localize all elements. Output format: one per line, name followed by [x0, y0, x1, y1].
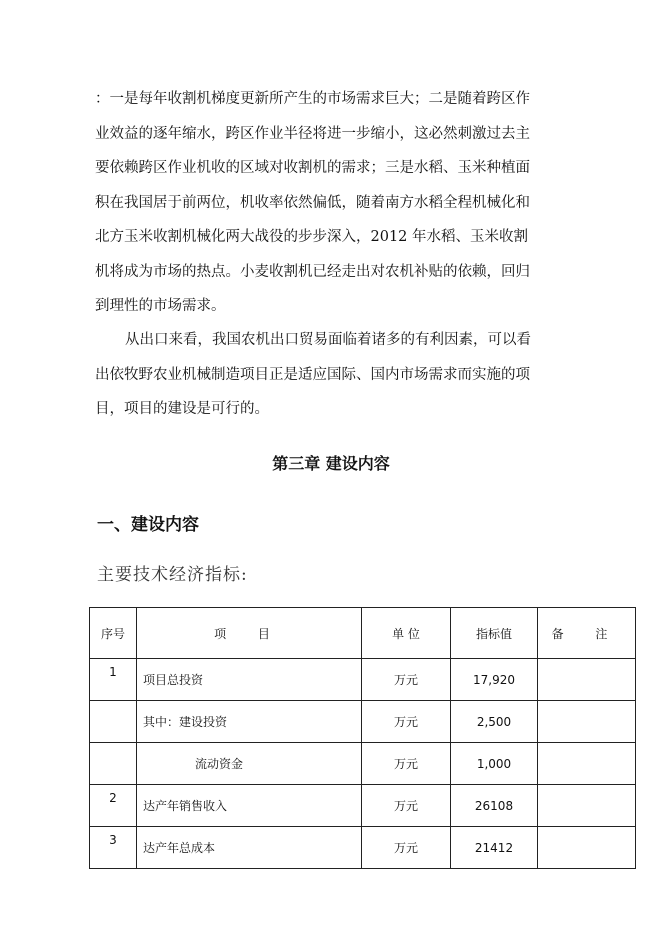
cell-seq [90, 743, 137, 785]
header-unit: 单 位 [362, 608, 451, 659]
cell-item: 流动资金 [137, 743, 362, 785]
table-row [90, 827, 636, 869]
cell-value: 26108 [451, 785, 538, 827]
table-row [90, 785, 636, 827]
header-note: 备 注 [538, 608, 636, 659]
cell-note [538, 827, 636, 869]
cell-note [538, 785, 636, 827]
chapter-title: 第三章 建设内容 [272, 454, 390, 473]
text-line: 出依牧野农业机械制造项目正是适应国际、国内市场需求而实施的项 [95, 366, 530, 383]
cell-unit: 万元 [362, 659, 451, 701]
text-line: 目，项目的建设是可行的。 [95, 401, 269, 417]
cell-value: 2,500 [451, 701, 538, 743]
cell-unit: 万元 [362, 701, 451, 743]
text-line: 要依赖跨区作业机收的区域对收割机的需求；三是水稻、玉米种植面 [95, 160, 530, 176]
header-seq: 序号 [90, 608, 137, 659]
cell-seq: 3 [90, 827, 137, 869]
text-line: 北方玉米收割机械化两大战役的步步深入，2012 年水稻、玉米收割 [95, 229, 529, 245]
text-line: ：一是每年收割机梯度更新所产生的市场需求巨大；二是随着跨区作 [95, 91, 530, 107]
cell-seq [90, 701, 137, 743]
table-row [90, 743, 636, 785]
cell-note [538, 659, 636, 701]
text-line: 到理性的市场需求。 [95, 298, 226, 314]
cell-unit: 万元 [362, 785, 451, 827]
table-header-row [90, 608, 636, 659]
text-line: 业效益的逐年缩水，跨区作业半径将进一步缩小，这必然刺激过去主 [95, 125, 530, 142]
cell-note [538, 701, 636, 743]
indicators-table [89, 607, 636, 869]
cell-item: 其中：建设投资 [137, 701, 362, 743]
cell-item: 达产年销售收入 [137, 785, 362, 827]
header-value: 指标值 [451, 608, 538, 659]
cell-item: 达产年总成本 [137, 827, 362, 869]
cell-note [538, 743, 636, 785]
table-caption: 主要技术经济指标: [97, 565, 248, 585]
cell-value: 17,920 [451, 659, 538, 701]
cell-seq: 1 [90, 659, 137, 701]
header-item: 项 目 [137, 608, 362, 659]
text-line: 机将成为市场的热点。小麦收割机已经走出对农机补贴的依赖，回归 [95, 263, 530, 280]
cell-unit: 万元 [362, 743, 451, 785]
cell-value: 21412 [451, 827, 538, 869]
cell-item: 项目总投资 [137, 659, 362, 701]
table-row [90, 701, 636, 743]
cell-unit: 万元 [362, 827, 451, 869]
cell-value: 1,000 [451, 743, 538, 785]
cell-seq: 2 [90, 785, 137, 827]
text-line: 积在我国居于前两位，机收率依然偏低，随着南方水稻全程机械化和 [95, 194, 530, 211]
text-line: 从出口来看，我国农机出口贸易面临着诸多的有利因素，可以看 [125, 332, 531, 348]
table-row [90, 659, 636, 701]
section-title: 一、建设内容 [97, 515, 199, 535]
paragraph-market-demand [95, 82, 573, 324]
paragraph-export [95, 323, 573, 427]
